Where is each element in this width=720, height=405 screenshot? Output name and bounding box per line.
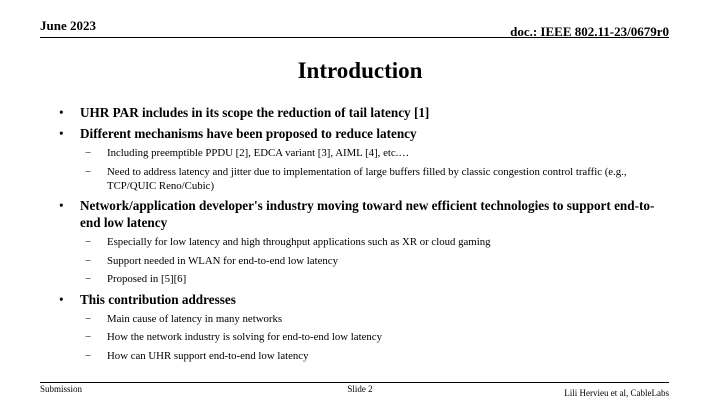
footer-divider [40,382,669,383]
bullet-item [59,291,669,308]
bullet-text: UHR PAR includes in its scope the reduction of tail latency [1] [80,105,430,120]
sub-bullet-text: How the network industry is solving for end-to-end low latency [107,331,382,343]
bullet-text: This contribution addresses [80,291,236,307]
sub-bullet-item [59,349,669,363]
sub-bullet-text: Especially for low latency and high throughput applications such as XR or cloud gaming [107,236,491,248]
sub-bullet-text: Main cause of latency in many networks [107,312,283,325]
sub-bullet-item [59,330,669,344]
bullet-marker: • [59,291,64,307]
dash-marker: − [85,254,92,267]
footer-submission: Submission [40,384,83,394]
sub-bullet-text: Need to address latency and jitter due to implementation of large buffers filled by classic congestion control traffic (e.g., TCP/QUIC Reno/Cubic) [107,165,627,192]
bullet-item [59,197,669,231]
dash-marker: − [85,331,92,343]
dash-marker: − [85,312,92,325]
slide-title: Introduction [297,58,423,83]
bullet-text: Different mechanisms have been proposed to reduce latency [80,126,417,141]
bullet-list [59,104,669,367]
sub-bullet-text: Proposed in [5][6] [107,273,187,285]
header-date: June 2023 [40,18,96,33]
sub-bullet-item [59,254,669,268]
bullet-marker: • [59,126,64,141]
bullet-marker: • [59,105,64,120]
sub-bullet-item [59,272,669,286]
footer-authors: Lili Hervieu et al, CableLabs [564,388,669,398]
dash-marker: − [85,349,92,362]
footer-slide-number: Slide 2 [347,384,373,394]
bullet-marker: • [59,198,64,213]
sub-bullet-item [59,165,669,193]
bullet-text: Network/application developer's industry moving toward new efficient technologies to support end-to-end low latency [80,198,655,230]
header-doc-id: doc.: IEEE 802.11-23/0679r0 [510,24,669,39]
sub-bullet-item [59,312,669,326]
sub-bullet-text: How can UHR support end-to-end low latency [107,349,309,362]
dash-marker: − [85,147,92,159]
sub-bullet-item [59,146,669,160]
dash-marker: − [85,273,92,285]
bullet-item [59,104,669,121]
bullet-item [59,125,669,142]
header-divider [40,37,669,38]
dash-marker: − [85,165,92,178]
sub-bullet-text: Including preemptible PPDU [2], EDCA variant [3], AIML [4], etc.… [107,147,410,159]
sub-bullet-item [59,235,669,249]
sub-bullet-text: Support needed in WLAN for end-to-end low latency [107,254,338,267]
dash-marker: − [85,236,92,248]
